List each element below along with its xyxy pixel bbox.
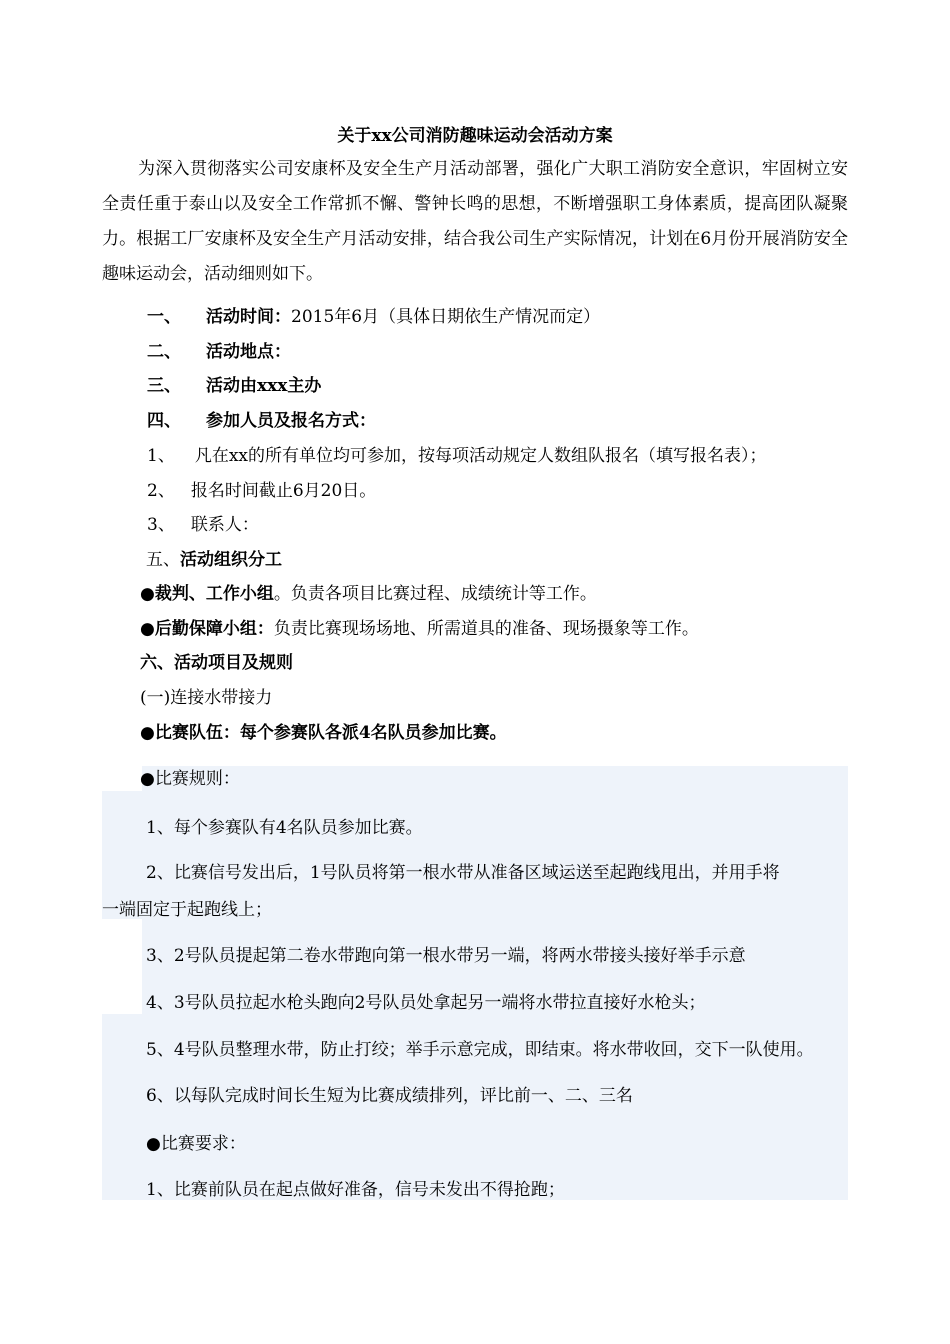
rule-2-line-2: 一端固定于起跑线上；: [102, 900, 272, 920]
section-5: [146, 547, 282, 573]
section-4-item-3: [147, 512, 259, 538]
section-1-label: 活动时间：: [206, 307, 291, 327]
section-6-heading: 六、活动项目及规则: [140, 653, 293, 673]
bullet-2-text: 负责比赛现场场地、所需道具的准备、现场摄象等工作。: [273, 619, 699, 639]
requirement-1: 1、比赛前队员在起点做好准备，信号未发出不得抢跑；: [146, 1180, 565, 1200]
rule-4: 4、3号队员拉起水枪头跑向2号队员处拿起另一端将水带拉直接好水枪头；: [146, 993, 706, 1013]
section-3-label: 活动由xxx主办: [206, 376, 322, 396]
section-4-item-2: [147, 478, 376, 504]
section-3: [147, 373, 321, 399]
item-2-number: 2、: [147, 481, 175, 501]
item-3-number: 3、: [147, 515, 175, 535]
rules-heading: ●比赛规则：: [140, 769, 240, 789]
rule-1: 1、每个参赛队有4名队员参加比赛。: [146, 818, 423, 838]
bullet-1-text: 。负责各项目比赛过程、成绩统计等工作。: [273, 584, 597, 604]
item-1-text: 凡在xx的所有单位均可参加，按每项活动规定人数组队报名（填写报名表）；: [194, 446, 767, 466]
section-2-label: 活动地点：: [206, 342, 291, 362]
bullet-1-label: ●裁判、工作小组: [140, 584, 274, 604]
document-title: 关于xx公司消防趣味运动会活动方案: [337, 126, 613, 146]
section-1: [147, 304, 600, 330]
section-3-number: 三、: [147, 376, 181, 396]
team-composition: ●比赛队伍：每个参赛队各派4名队员参加比赛。: [140, 723, 507, 743]
section-4: [147, 408, 376, 434]
section-1-value: 2015年6月（具体日期依生产情况而定）: [291, 307, 601, 327]
section-5-number: 五、: [146, 550, 180, 570]
requirements-heading: ●比赛要求：: [146, 1134, 246, 1154]
section-5-bullet-1: [140, 581, 597, 607]
section-5-label: 活动组织分工: [180, 550, 282, 570]
subsection-6-1: (一)连接水带接力: [140, 688, 273, 708]
section-4-item-1: [147, 443, 767, 469]
section-2: [147, 339, 291, 365]
intro-paragraph: 为深入贯彻落实公司安康杯及安全生产月活动部署，强化广大职工消防安全意识，牢固树立安全责任重于泰山以及安全工作常抓不懈、警钟长鸣的思想，不断增强职工身体素质，提高团队凝聚力。根据工厂安康杯及安全生产月活动安排，结合我公司生产实际情况，计划在6月份开展消防安全趣味运动会，活动细则如下。: [102, 159, 848, 284]
bullet-2-label: ●后勤保障小组：: [140, 619, 274, 639]
unshaded-notch-1: [102, 766, 142, 791]
rule-5: 5、4号队员整理水带，防止打绞；举手示意完成，即结束。将水带收回，交下一队使用。: [146, 1040, 814, 1060]
rule-2-line-1: 2、比赛信号发出后，1号队员将第一根水带从准备区域运送至起跑线甩出，并用手将: [146, 863, 780, 883]
section-4-number: 四、: [147, 411, 181, 431]
section-2-number: 二、: [147, 342, 181, 362]
item-3-text: 联系人：: [190, 515, 259, 535]
item-1-number: 1、: [147, 446, 175, 466]
section-5-bullet-2: [140, 616, 699, 642]
section-4-label: 参加人员及报名方式：: [206, 411, 376, 431]
section-1-number: 一、: [147, 307, 181, 327]
item-2-text: 报名时间截止6月20日。: [190, 481, 377, 501]
rule-6: 6、以每队完成时间长生短为比赛成绩排列，评比前一、二、三名: [146, 1086, 633, 1106]
rule-3: 3、2号队员提起第二卷水带跑向第一根水带另一端，将两水带接头接好举手示意: [146, 946, 746, 966]
